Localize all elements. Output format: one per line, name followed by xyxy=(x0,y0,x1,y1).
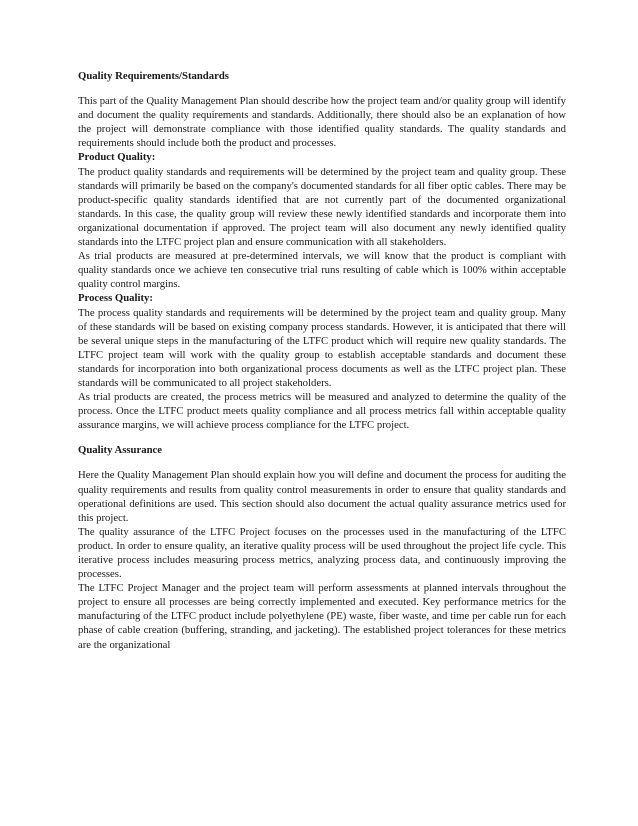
product-quality-paragraph-2: As trial products are measured at pre-determined intervals, we will know that the product is compliant with quality standards once we achieve ten consecutive trial runs resulting of cable which is 100% within acceptable quality control margins. xyxy=(78,250,566,291)
quality-assurance-paragraph-1: The quality assurance of the LTFC Project focuses on the processes used in the manufacturing of the LTFC product. In order to ensure quality, an iterative quality process will be used throughout the project life cycle. This iterative process includes measuring process metrics, analyzing process data, and continuously improving the processes. xyxy=(78,525,566,581)
document-page xyxy=(78,69,566,652)
section-title-quality-requirements: Quality Requirements/Standards xyxy=(78,70,229,82)
quality-requirements-intro: This part of the Quality Management Plan should describe how the project team and/or quality group will identify and document the quality requirements and standards. Additionally, there should also be an explanation of how the project will demonstrate compliance with those identified quality standards. The quality standards and requirements should include both the product and processes. xyxy=(78,95,566,150)
section-title-quality-assurance: Quality Assurance xyxy=(78,444,163,457)
quality-assurance-intro: Here the Quality Management Plan should explain how you will define and document the process for auditing the quality requirements and results from quality control measurements in order to ensure that quality standards and operational definitions are used. This section should also document the actual quality assurance metrics used for this project. xyxy=(78,469,566,524)
quality-assurance-paragraph-2: The LTFC Project Manager and the project team will perform assessments at planned intervals throughout the project to ensure all processes are being correctly implemented and executed. Key performance metrics for the manufacturing of the LTFC product include polyethylene (PE) waste, fiber waste, and time per cable run for each phase of cable creation (buffering, stranding, and jacketing). The established project tolerances for these metrics are the organizational xyxy=(78,582,566,651)
subsection-title-process-quality: Process Quality: xyxy=(78,292,153,305)
process-quality-paragraph-2: As trial products are created, the process metrics will be measured and analyzed to determine the quality of the process. Once the LTFC product meets quality compliance and all process metrics fall within acceptable quality assurance margins, we will achieve process compliance for the LTFC project. xyxy=(78,391,566,432)
subsection-title-product-quality: Product Quality: xyxy=(78,151,156,164)
product-quality-paragraph-1: The product quality standards and requirements will be determined by the project team and quality group. These standards will primarily be based on the company's documented standards for all fiber optic cables. There may be product-specific quality standards identified that are not currently part of the documented organizational standards. In this case, the quality group will review these newly identified standards and incorporate them into organizational documentation if approved. The project team will also document any newly identified quality standards into the LTFC project plan and ensure communication with all stakeholders. xyxy=(78,165,566,249)
process-quality-paragraph-1: The process quality standards and requirements will be determined by the project team and quality group. Many of these standards will be based on existing company process standards. However, it is anticipated that there will be several unique steps in the manufacturing of the LTFC product which will require new quality standards. The LTFC project team will work with the quality group to establish acceptable standards and document these standards for incorporation into both organizational process documents as well as the LTFC project plan. These standards will be communicated to all project stakeholders. xyxy=(78,306,566,389)
